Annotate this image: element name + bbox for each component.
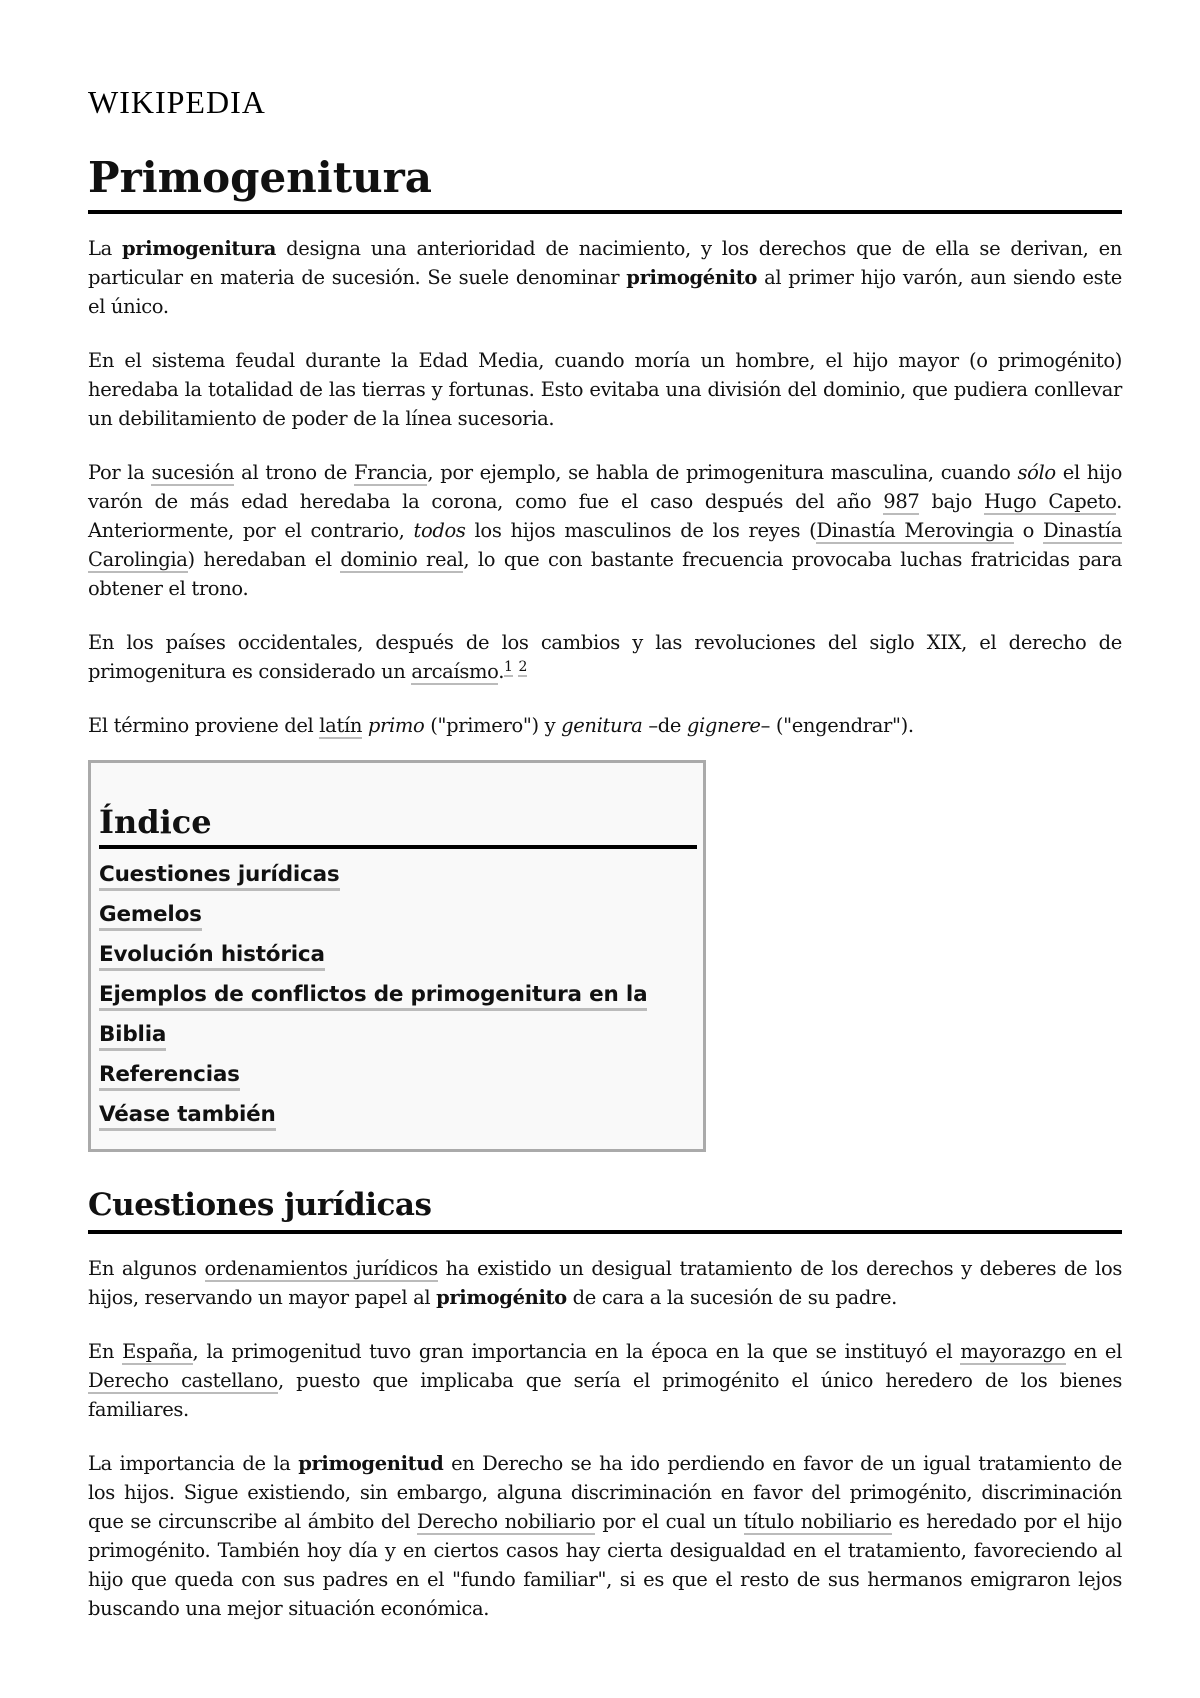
article-link[interactable]: 987 <box>883 490 920 513</box>
table-of-contents <box>88 760 706 1152</box>
page-title: Primogenitura <box>88 150 1122 214</box>
bold-term: primogenitud <box>298 1452 444 1475</box>
reference-superscript[interactable] <box>504 659 513 677</box>
section-paragraph-2: En España, la primogenitud tuvo gran importancia en la época en la que se instituyó el mayorazgo en el Derecho castellano, puesto que implicaba que sería el primogénito el único heredero de los bienes familiares. <box>88 1340 1122 1421</box>
reference-link[interactable]: 2 <box>518 658 528 675</box>
toc-link[interactable]: Ejemplos de conflictos de primogenitura en la Biblia <box>99 982 647 1051</box>
article-link[interactable]: España <box>122 1340 193 1363</box>
italic-term: genitura <box>561 714 643 737</box>
article-link[interactable]: Francia <box>354 461 428 484</box>
wikipedia-wordmark[interactable] <box>88 84 1122 120</box>
intro-paragraph-5: El término proviene del latín primo ("primero") y genitura –de gignere– ("engendrar"). <box>88 714 914 737</box>
toc-item-gemelos[interactable] <box>99 895 697 935</box>
article-link[interactable]: ordenamientos jurídicos <box>204 1257 438 1280</box>
toc-heading: Índice <box>99 801 697 849</box>
article-link[interactable]: Hugo Capeto <box>984 490 1117 513</box>
intro-paragraph-3: Por la sucesión al trono de Francia, por ejemplo, se habla de primogenitura masculina, cuando sólo el hijo varón de más edad heredaba la corona, como fue el caso después del año 987 bajo Hugo Capeto. Anteriormente, por el contrario, todos los hijos masculinos de los reyes (Dinastía Merovingia o Dinastía Carolingia) heredaban el dominio real, lo que con bastante frecuencia provocaba luchas fratricidas para obtener el trono. <box>88 461 1122 600</box>
toc-list <box>99 855 697 1135</box>
toc-item-vease-tambien[interactable] <box>99 1095 697 1135</box>
italic-term: primo <box>367 714 425 737</box>
article-link[interactable]: Derecho castellano <box>88 1369 278 1392</box>
bold-term: primogénito <box>436 1286 567 1309</box>
bold-term: primogenitura <box>121 237 277 260</box>
bold-term: primogénito <box>626 266 758 289</box>
wordmark-text: WIKIPEDIA <box>88 84 266 120</box>
reference-link[interactable]: 1 <box>504 658 513 675</box>
toc-item-cuestiones-juridicas[interactable] <box>99 855 697 895</box>
section-heading-cuestiones-juridicas: Cuestiones jurídicas <box>88 1182 1122 1234</box>
italic-term: sólo <box>1017 461 1056 484</box>
intro-paragraph-4: En los países occidentales, después de los cambios y las revoluciones del siglo XIX, el derecho de primogenitura es considerado un arcaísmo.$^1$ $^2$ <box>88 631 1122 683</box>
article-page <box>88 84 1122 1623</box>
article-link[interactable]: Dinastía Merovingia <box>816 519 1014 542</box>
intro-paragraph-1: La primogenitura designa una anterioridad de nacimiento, y los derechos que de ella se derivan, en particular en materia de sucesión. Se suele denominar primogénito al primer hijo varón, aun siendo este el único. <box>88 237 1123 318</box>
section-paragraph-3: La importancia de la primogenitud en Derecho se ha ido perdiendo en favor de un igual tratamiento de los hijos. Sigue existiendo, sin embargo, alguna discriminación en favor del primogénito, discriminación que se circunscribe al ámbito del Derecho nobiliario por el cual un título nobiliario es heredado por el hijo primogénito. También hoy día y en ciertos casos hay cierta desigualdad en el tratamiento, favoreciendo al hijo que queda con sus padres en el "fundo familiar", si es que el resto de sus hermanos emigraron lejos buscando una mejor situación económica. <box>88 1452 1122 1620</box>
article-link[interactable]: Derecho nobiliario <box>416 1510 596 1533</box>
toc-item-referencias[interactable] <box>99 1055 697 1095</box>
toc-item-evolucion-historica[interactable] <box>99 935 697 975</box>
toc-link[interactable]: Gemelos <box>99 902 202 931</box>
intro-paragraph-2: En el sistema feudal durante la Edad Media, cuando moría un hombre, el hijo mayor (o primogénito) heredaba la totalidad de las tierras y fortunas. Esto evitaba una división del dominio, que pudiera conllevar un debilitamiento de poder de la línea sucesoria. <box>88 349 1122 430</box>
article-link[interactable]: Dinastía Carolingia <box>88 519 1122 571</box>
article-link[interactable]: dominio real <box>340 548 464 571</box>
reference-superscript[interactable] <box>518 659 527 677</box>
toc-link[interactable]: Evolución histórica <box>99 942 325 971</box>
italic-term: gignere <box>686 714 761 737</box>
toc-link[interactable]: Cuestiones jurídicas <box>99 862 340 891</box>
article-link[interactable]: mayorazgo <box>960 1340 1066 1363</box>
toc-item-ejemplos-biblia[interactable] <box>99 975 697 1055</box>
toc-link[interactable]: Referencias <box>99 1062 240 1091</box>
article-link[interactable]: título nobiliario <box>743 1510 892 1533</box>
italic-term: todos <box>413 519 466 542</box>
article-link[interactable]: arcaísmo <box>411 660 499 683</box>
article-link[interactable]: sucesión <box>151 461 235 484</box>
article-link[interactable]: latín <box>319 714 363 737</box>
toc-link[interactable]: Véase también <box>99 1102 276 1131</box>
section-paragraph-1: En algunos ordenamientos jurídicos ha existido un desigual tratamiento de los derechos y deberes de los hijos, reservando un mayor papel al primogénito de cara a la sucesión de su padre. <box>88 1257 1122 1309</box>
